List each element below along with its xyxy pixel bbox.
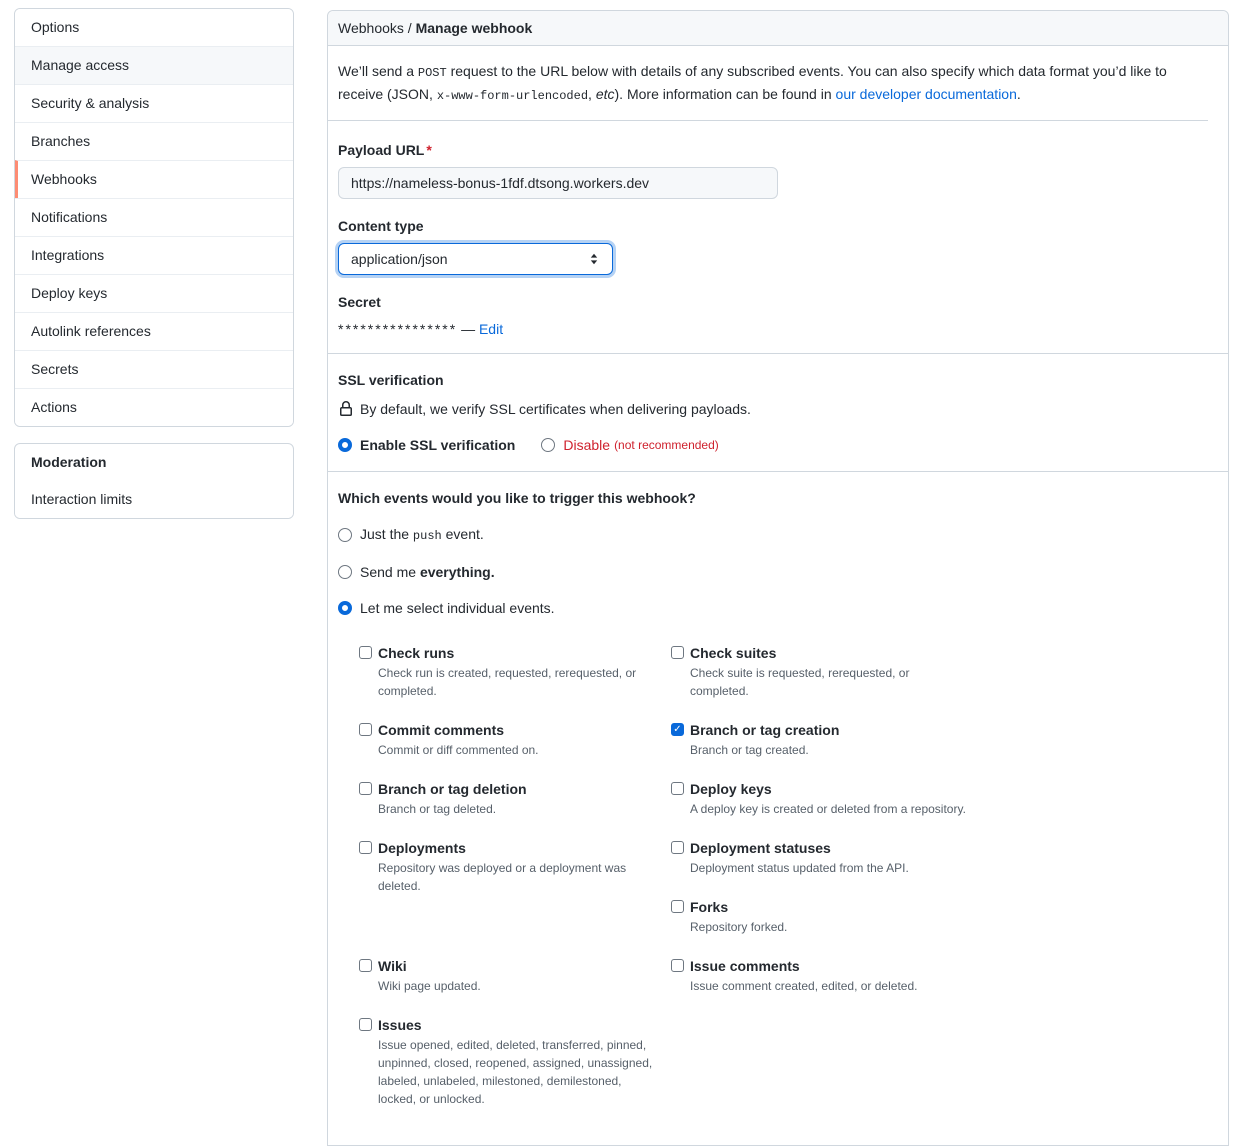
event-item-issue-comments [671, 957, 983, 995]
event-title[interactable]: Branch or tag deletion [378, 781, 527, 797]
event-description: Issue comment created, edited, or deleted. [690, 979, 918, 993]
intro-text: We’ll send a [338, 63, 418, 79]
sidebar-item-interaction-limits[interactable]: Interaction limits [15, 481, 293, 518]
everything-radio[interactable] [338, 565, 352, 579]
event-item-wiki [359, 957, 671, 995]
event-checkbox-deployments[interactable] [359, 841, 372, 854]
disable-ssl-label[interactable]: Disable [563, 437, 611, 453]
event-item-check-suites [671, 644, 983, 700]
lock-icon [338, 401, 354, 417]
intro-text: , [588, 86, 596, 102]
enable-ssl-radio[interactable] [338, 438, 352, 452]
content-type-select[interactable] [338, 243, 613, 275]
intro-text: . [1016, 86, 1021, 102]
required-asterisk: * [426, 142, 432, 158]
event-title[interactable]: Check suites [690, 645, 777, 661]
event-title[interactable]: Issues [378, 1017, 422, 1033]
push-code: push [412, 529, 442, 543]
everything-bold: everything. [419, 564, 495, 580]
sidebar-item-options[interactable]: Options [15, 9, 293, 46]
event-description: Wiki page updated. [378, 979, 481, 993]
ssl-section-heading: SSL verification [338, 372, 444, 388]
event-item-check-runs [359, 644, 671, 700]
event-title[interactable]: Deployment statuses [690, 840, 831, 856]
push-label-text: Just the [360, 526, 413, 542]
settings-sidebar [14, 8, 294, 519]
event-checkbox-wiki[interactable] [359, 959, 372, 972]
event-checkbox-forks[interactable] [671, 900, 684, 913]
sidebar-item-secrets[interactable]: Secrets [15, 350, 293, 388]
event-description: A deploy key is created or deleted from a repository. [690, 802, 966, 816]
event-item-branch-or-tag-deletion [359, 780, 671, 818]
event-description: Repository was deployed or a deployment was deleted. [378, 861, 627, 893]
event-checkbox-deploy-keys[interactable] [671, 782, 684, 795]
intro-etc: etc [595, 86, 615, 102]
developer-documentation-link[interactable]: our developer documentation [835, 86, 1017, 102]
page-title: Manage webhook [415, 20, 533, 36]
payload-url-field-group [338, 141, 1218, 199]
event-description: Check suite is requested, rerequested, or completed. [690, 666, 910, 698]
everything-label-text: Send me [360, 564, 420, 580]
event-description: Repository forked. [690, 920, 788, 934]
push-event-radio[interactable] [338, 528, 352, 542]
event-checkbox-check-runs[interactable] [359, 646, 372, 659]
event-title[interactable]: Check runs [378, 645, 455, 661]
event-title[interactable]: Forks [690, 899, 729, 915]
event-item-commit-comments [359, 721, 671, 759]
disable-ssl-note: (not recommended) [614, 438, 719, 452]
secret-separator: — [461, 321, 476, 337]
event-description: Commit or diff commented on. [378, 743, 539, 757]
event-checkbox-deployment-statuses[interactable] [671, 841, 684, 854]
event-checkbox-issues[interactable] [359, 1018, 372, 1031]
content-type-field-group [338, 217, 1218, 275]
sidebar-item-autolink-references[interactable]: Autolink references [15, 312, 293, 350]
event-title[interactable]: Branch or tag creation [690, 722, 840, 738]
events-radio-everything [338, 562, 1218, 582]
event-checkbox-check-suites[interactable] [671, 646, 684, 659]
sidebar-item-manage-access[interactable]: Manage access [15, 46, 293, 84]
moderation-nav-box [14, 443, 294, 519]
intro-code-urlencoded: x-www-form-urlencoded [436, 89, 589, 103]
event-title[interactable]: Wiki [378, 958, 407, 974]
event-title[interactable]: Issue comments [690, 958, 800, 974]
breadcrumb [328, 11, 1228, 46]
intro-text: ). More information can be found in [614, 86, 836, 102]
event-item-deploy-keys [671, 780, 983, 818]
secret-value-line [338, 319, 1218, 339]
webhook-form [328, 121, 1228, 353]
event-checkbox-branch-or-tag-deletion[interactable] [359, 782, 372, 795]
ssl-radio-group [338, 435, 1218, 455]
main-content [327, 10, 1229, 1146]
webhook-settings-box [327, 10, 1229, 1146]
event-checkbox-commit-comments[interactable] [359, 723, 372, 736]
breadcrumb-webhooks-link[interactable]: Webhooks [338, 20, 404, 36]
event-description: Issue opened, edited, deleted, transferred, pinned, unpinned, closed, reopened, assigned, unassigned, labeled, unlabeled, milestoned, demilestoned, locked, or unlocked. [378, 1038, 653, 1106]
sidebar-item-webhooks[interactable]: Webhooks [15, 160, 293, 198]
events-checkbox-grid [359, 644, 983, 1129]
secret-masked-value: **************** [338, 321, 458, 337]
payload-url-input[interactable] [338, 167, 778, 199]
up-down-arrows-icon [586, 251, 602, 267]
event-item-issues [359, 1016, 671, 1108]
push-event-label[interactable] [360, 524, 484, 546]
events-heading: Which events would you like to trigger this webhook? [338, 490, 696, 506]
intro-text: request to the URL below with details of any subscribed events. You can also specify which data format you’d like to receive (JSON, [338, 63, 1167, 102]
individual-events-label[interactable]: Let me select individual events. [360, 600, 555, 616]
event-description: Check run is created, requested, rerequested, or completed. [378, 666, 637, 698]
secret-field-group [338, 293, 1218, 339]
event-description: Branch or tag deleted. [378, 802, 497, 816]
moderation-section-header: Moderation [31, 454, 107, 470]
event-checkbox-issue-comments[interactable] [671, 959, 684, 972]
events-radio-individual [338, 598, 1218, 618]
event-item-forks [671, 898, 983, 936]
event-checkbox-branch-or-tag-creation[interactable] [671, 723, 684, 736]
everything-label[interactable] [360, 562, 495, 582]
secret-label: Secret [338, 294, 381, 310]
events-section [328, 471, 1228, 1145]
event-description: Deployment status updated from the API. [690, 861, 909, 875]
event-description: Branch or tag created. [690, 743, 809, 757]
sidebar-item-deploy-keys[interactable]: Deploy keys [15, 274, 293, 312]
ssl-note [338, 399, 1218, 419]
disable-ssl-radio[interactable] [541, 438, 555, 452]
event-item-branch-or-tag-creation [671, 721, 983, 759]
content-type-label: Content type [338, 218, 424, 234]
payload-url-label [338, 141, 1218, 159]
individual-events-radio[interactable] [338, 601, 352, 615]
breadcrumb-separator-glyph: / [407, 20, 412, 36]
event-item-deployment-statuses [671, 839, 983, 877]
enable-ssl-label[interactable]: Enable SSL verification [360, 437, 516, 453]
payload-url-label-text: Payload URL [338, 142, 425, 158]
webhook-intro-text [328, 46, 1208, 121]
check-icon: ✓ [673, 724, 682, 735]
event-item-deployments [359, 839, 671, 895]
ssl-note-text: By default, we verify SSL certificates when delivering payloads. [360, 401, 751, 417]
intro-code-post: POST [417, 66, 447, 80]
events-radio-push [338, 524, 1218, 546]
sidebar-item-actions[interactable]: Actions [15, 388, 293, 426]
event-title[interactable]: Commit comments [378, 722, 505, 738]
sidebar-item-integrations[interactable]: Integrations [15, 236, 293, 274]
event-title[interactable]: Deploy keys [690, 781, 772, 797]
secret-edit-link[interactable]: Edit [478, 321, 504, 337]
push-label-text: event. [441, 526, 484, 542]
content-type-selected-value: application/json [351, 251, 448, 267]
sidebar-item-notifications[interactable]: Notifications [15, 198, 293, 236]
sidebar-item-branches[interactable]: Branches [15, 122, 293, 160]
ssl-verification-section [328, 353, 1228, 471]
event-title[interactable]: Deployments [378, 840, 466, 856]
sidebar-item-security-analysis[interactable]: Security & analysis [15, 84, 293, 122]
settings-nav-box [14, 8, 294, 427]
